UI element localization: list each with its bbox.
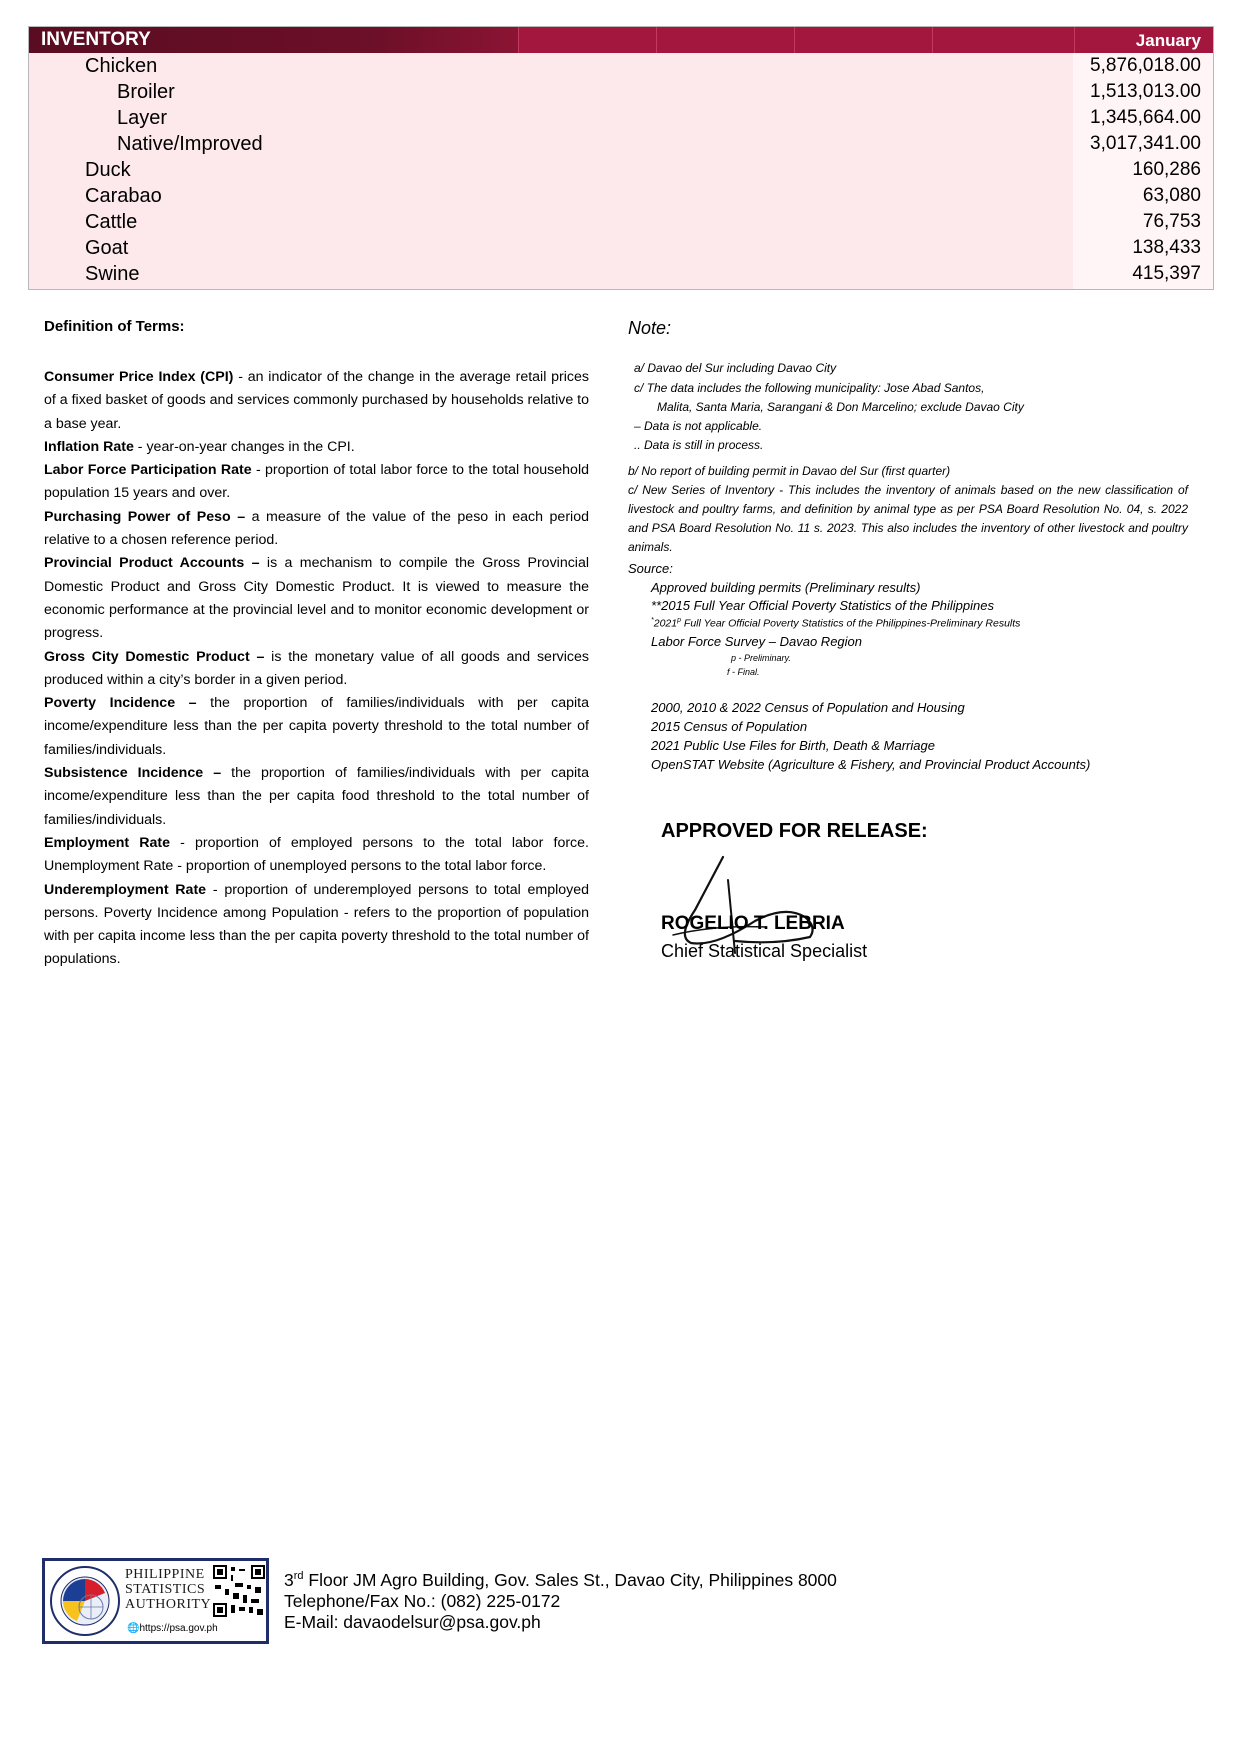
note-dash: – Data is not applicable. bbox=[634, 419, 763, 433]
definition-term: Consumer Price Index (CPI) bbox=[44, 369, 234, 385]
psa-name-line: PHILIPPINE bbox=[125, 1567, 205, 1582]
definition-item bbox=[44, 692, 589, 762]
table-row bbox=[29, 235, 1213, 261]
definition-item bbox=[44, 879, 589, 972]
table-row bbox=[29, 105, 1213, 131]
row-value: 160,286 bbox=[1132, 159, 1201, 180]
source-label: Source: bbox=[628, 561, 673, 576]
definition-text: the proportion of families/individuals with per capita income/expenditure less than the per capita poverty threshold to the total number of families/individuals. bbox=[44, 695, 590, 758]
definition-term: Inflation Rate bbox=[44, 438, 134, 455]
definition-text: is a mechanism to compile the Gross Provincial Domestic Product and Gross City Domestic Product. It is viewed to measure the economic performance at the provincial level and to monitor economic development or progress. bbox=[44, 555, 589, 642]
definition-text: - proportion of total labor force to the total household population 15 years and over. bbox=[44, 462, 589, 502]
definition-item bbox=[44, 459, 589, 506]
table-row bbox=[29, 183, 1213, 209]
definition-text: a measure of the value of the peso in each period relative to a chosen reference period. bbox=[44, 508, 589, 549]
definitions-title: Definition of Terms: bbox=[44, 318, 185, 335]
note-c-cont: Malita, Santa Maria, Sarangani & Don Marcelino; exclude Davao City bbox=[657, 400, 1024, 414]
row-label: Duck bbox=[85, 159, 131, 181]
inventory-header bbox=[29, 27, 1213, 53]
signature bbox=[655, 855, 855, 955]
table-row bbox=[29, 209, 1213, 235]
definition-item bbox=[44, 762, 589, 832]
table-row bbox=[29, 53, 1213, 79]
definition-term: Subsistence Incidence – bbox=[44, 765, 222, 782]
signatory-name: ROGELIO T. LEBRIA bbox=[661, 913, 845, 934]
definition-term: Purchasing Power of Peso – bbox=[44, 508, 246, 525]
telephone-line: Telephone/Fax No.: (082) 225-0172 bbox=[284, 1590, 561, 1611]
table-row bbox=[29, 79, 1213, 105]
definition-term: Employment Rate bbox=[44, 834, 171, 851]
definition-item bbox=[44, 506, 589, 553]
psa-name bbox=[125, 1567, 211, 1612]
source-item bbox=[651, 617, 1020, 630]
definition-term: Labor Force Participation Rate bbox=[44, 462, 252, 479]
definition-item bbox=[44, 366, 589, 436]
note-a: a/ Davao del Sur including Davao City bbox=[634, 361, 837, 375]
psa-url[interactable] bbox=[127, 1623, 218, 1634]
psa-logo-box bbox=[42, 1558, 269, 1644]
address-sup: rd bbox=[293, 1570, 304, 1582]
approved-heading: APPROVED FOR RELEASE: bbox=[661, 820, 928, 842]
definition-item bbox=[44, 436, 589, 459]
table-row bbox=[29, 157, 1213, 183]
qr-code-icon bbox=[213, 1565, 265, 1617]
source-note: f - Final. bbox=[727, 667, 760, 677]
psa-url-text[interactable]: https://psa.gov.ph bbox=[139, 1623, 218, 1634]
note-title: Note: bbox=[628, 318, 672, 338]
definition-text: - proportion of employed persons to the total labor force. Unemployment Rate - proportion of unemployed persons to the total labor force. bbox=[44, 834, 589, 875]
signatory-position: Chief Statistical Specialist bbox=[661, 941, 868, 961]
source-text: Full Year Official Poverty Statistics of the Philippines-Preliminary Results bbox=[681, 617, 1021, 630]
note-dots: .. Data is still in process. bbox=[634, 438, 764, 452]
address-line bbox=[284, 1566, 837, 1591]
definition-text: - proportion of underemployed persons to total employed persons. Poverty Incidence among Population - refers to the proportion of population with per capita income less than the per capita poverty threshold to the total number of populations. bbox=[44, 881, 590, 968]
row-value: 63,080 bbox=[1142, 185, 1201, 206]
psa-name-line: AUTHORITY bbox=[125, 1597, 212, 1612]
table-row bbox=[29, 261, 1213, 287]
source-item: **2015 Full Year Official Poverty Statistics of the Philippines bbox=[651, 598, 994, 613]
definition-text: is the monetary value of all goods and services produced within a city’s border in a given period. bbox=[44, 648, 589, 688]
source-item: 2015 Census of Population bbox=[651, 719, 808, 734]
row-value: 1,513,013.00 bbox=[1090, 81, 1201, 102]
definition-text: the proportion of families/individuals with per capita income/expenditure less than the per capita food threshold to the total number of families/individuals. bbox=[44, 765, 589, 828]
row-value: 3,017,341.00 bbox=[1090, 133, 1201, 154]
definition-term: Gross City Domestic Product – bbox=[44, 648, 265, 665]
row-value: 76,753 bbox=[1142, 211, 1201, 232]
source-item: 2000, 2010 & 2022 Census of Population and Housing bbox=[651, 700, 965, 715]
definition-item bbox=[44, 646, 589, 693]
row-value: 415,397 bbox=[1132, 263, 1201, 284]
source-item: 2021 Public Use Files for Birth, Death & Marriage bbox=[651, 738, 935, 753]
row-label: Cattle bbox=[85, 211, 138, 233]
row-value: 5,876,018.00 bbox=[1090, 55, 1201, 76]
row-label: Goat bbox=[85, 237, 129, 259]
source-item: Labor Force Survey – Davao Region bbox=[651, 634, 863, 649]
source-sup: p bbox=[677, 617, 681, 624]
definition-term: Underemployment Rate bbox=[44, 881, 207, 898]
email-line[interactable]: E-Mail: davaodelsur@psa.gov.ph bbox=[284, 1611, 541, 1632]
inventory-title: INVENTORY bbox=[41, 29, 151, 50]
row-label: Native/Improved bbox=[117, 133, 263, 155]
inventory-table bbox=[28, 26, 1214, 290]
definition-text: - an indicator of the change in the average retail prices of a fixed basket of goods and services commonly purchased by households relative to a base year. bbox=[44, 369, 589, 432]
row-label: Layer bbox=[117, 107, 168, 129]
definition-term: Provincial Product Accounts – bbox=[44, 555, 260, 572]
definition-item bbox=[44, 552, 589, 645]
row-label: Broiler bbox=[117, 81, 175, 103]
psa-name-line: STATISTICS bbox=[125, 1582, 206, 1597]
note-c-new: c/ New Series of Inventory - This includes the inventory of animals based on the new classification of livestock and poultry farms, and definition by animal type as per PSA Board Resolution No. 04, s. 2022 and PSA Board Resolution No. 11 s. 2023. This also includes the inventory of other livestock and poultry animals. bbox=[628, 483, 1188, 554]
source-item: Approved building permits (Preliminary results) bbox=[651, 580, 921, 595]
table-row bbox=[29, 131, 1213, 157]
definition-item bbox=[44, 832, 589, 879]
definition-text: - year-on-year changes in the CPI. bbox=[133, 438, 355, 455]
definitions-list bbox=[44, 366, 589, 972]
psa-seal-icon bbox=[49, 1565, 121, 1637]
source-note: p - Preliminary. bbox=[731, 653, 791, 663]
footer-contact bbox=[284, 1566, 837, 1633]
inventory-period: January bbox=[1135, 31, 1201, 50]
note-c: c/ The data includes the following municipality: Jose Abad Santos, bbox=[634, 381, 985, 395]
row-value: 1,345,664.00 bbox=[1090, 107, 1201, 128]
row-label: Swine bbox=[85, 263, 140, 285]
globe-icon: 🌐 bbox=[127, 1623, 140, 1634]
address-text: Floor JM Agro Building, Gov. Sales St., Davao City, Philippines 8000 bbox=[303, 1569, 837, 1590]
row-value: 138,433 bbox=[1132, 237, 1201, 258]
source-year: 2021 bbox=[653, 617, 678, 630]
source-item: OpenSTAT Website (Agriculture & Fishery, and Provincial Product Accounts) bbox=[651, 757, 1091, 772]
note-b: b/ No report of building permit in Davao del Sur (first quarter) bbox=[628, 464, 951, 478]
address-floor: 3 bbox=[284, 1569, 294, 1590]
definition-term: Poverty Incidence – bbox=[44, 695, 197, 712]
row-label: Chicken bbox=[85, 55, 158, 77]
source-sup: * bbox=[651, 617, 654, 624]
row-label: Carabao bbox=[85, 185, 162, 207]
